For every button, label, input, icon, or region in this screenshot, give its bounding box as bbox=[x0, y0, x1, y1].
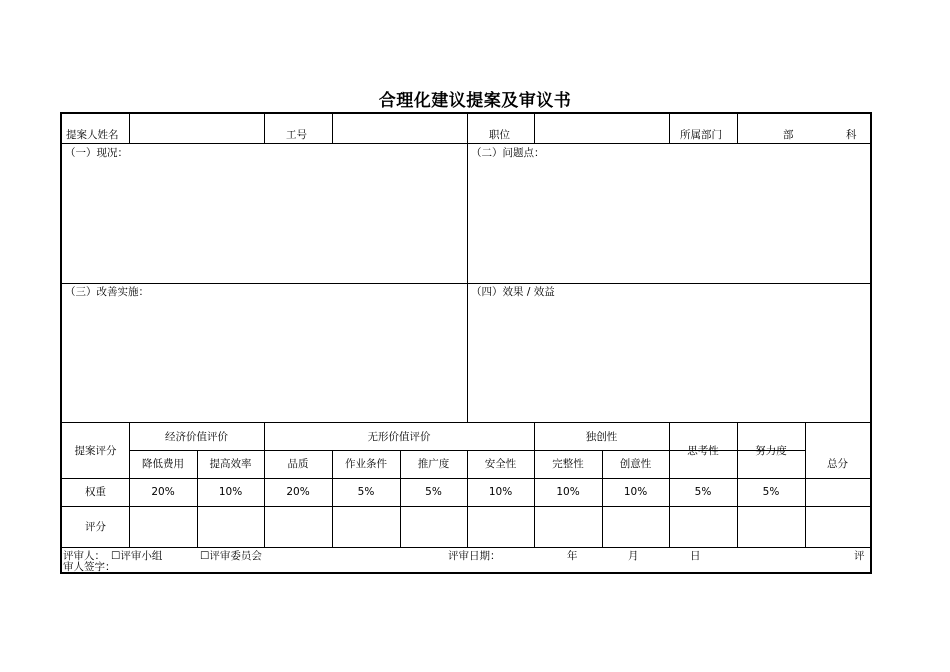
row-line bbox=[62, 547, 870, 548]
signature-prefix: 评 bbox=[854, 550, 865, 562]
col-line bbox=[467, 114, 468, 143]
col-line bbox=[129, 114, 130, 143]
job-no-label: 工号 bbox=[286, 129, 307, 141]
col-line bbox=[264, 114, 265, 143]
proposal-form bbox=[60, 112, 872, 574]
proposal-score-label: 提案评分 bbox=[74, 445, 117, 457]
review-group-label: 评审小组 bbox=[120, 550, 163, 562]
weight-cell: 10% bbox=[556, 486, 580, 498]
reviewer-label: 评审人： bbox=[63, 550, 105, 562]
row-line bbox=[62, 283, 870, 284]
sub-header-completeness: 完整性 bbox=[552, 458, 584, 470]
weight-cell: 20% bbox=[286, 486, 310, 498]
sub-header-quality: 品质 bbox=[287, 458, 309, 470]
sub-header-creativity: 创意性 bbox=[619, 458, 652, 470]
sub-header-safety: 安全性 bbox=[484, 458, 517, 470]
weight-cell: 5% bbox=[762, 486, 780, 498]
sub-header-cost: 降低费用 bbox=[142, 458, 184, 470]
col-line bbox=[534, 114, 535, 143]
col-line bbox=[737, 422, 738, 547]
section-improvement: （三）改善实施： bbox=[65, 286, 149, 298]
col-line bbox=[737, 114, 738, 143]
dept-label: 所属部门 bbox=[680, 129, 722, 141]
review-date-label: 评审日期： bbox=[448, 550, 501, 562]
row-line bbox=[62, 478, 870, 479]
weight-cell: 20% bbox=[151, 486, 175, 498]
total-header: 总分 bbox=[827, 458, 848, 470]
col-line bbox=[669, 114, 670, 143]
form-title: 合理化建议提案及审议书 bbox=[378, 91, 572, 111]
review-group-checkbox[interactable]: ☐评审小组 bbox=[111, 550, 163, 562]
weight-cell: 5% bbox=[694, 486, 712, 498]
date-day: 日 bbox=[690, 550, 701, 562]
row-line bbox=[62, 422, 870, 423]
sub-header-conditions: 作业条件 bbox=[345, 458, 387, 470]
row-line bbox=[62, 143, 870, 144]
intangible-value-header: 无形价值评价 bbox=[367, 431, 431, 443]
economic-value-header: 经济价值评价 bbox=[165, 431, 228, 443]
weight-cell: 5% bbox=[357, 486, 375, 498]
weight-label: 权重 bbox=[85, 486, 106, 498]
effort-header: 努力度 bbox=[755, 445, 787, 457]
col-line bbox=[669, 422, 670, 547]
sub-header-efficiency: 提高效率 bbox=[209, 458, 252, 470]
col-line bbox=[332, 114, 333, 143]
dept-unit-section: 科 bbox=[846, 129, 857, 141]
signature-label: 审人签字： bbox=[63, 561, 116, 573]
review-committee-checkbox[interactable]: ☐评审委员会 bbox=[200, 550, 262, 562]
score-label: 评分 bbox=[85, 521, 106, 533]
weight-cell: 10% bbox=[218, 486, 243, 498]
section-effect: （四）效果 / 效益 bbox=[471, 286, 555, 298]
position-label: 职位 bbox=[489, 129, 510, 141]
weight-cell: 5% bbox=[425, 486, 442, 498]
thinking-header: 思考性 bbox=[687, 445, 719, 457]
dept-unit-department: 部 bbox=[783, 129, 794, 141]
weight-cell: 10% bbox=[623, 486, 648, 498]
originality-header: 独创性 bbox=[585, 431, 618, 443]
weight-cell: 10% bbox=[488, 486, 513, 498]
date-year: 年 bbox=[567, 550, 578, 562]
section-problem: （二）问题点： bbox=[471, 147, 545, 159]
date-month: 月 bbox=[628, 550, 639, 562]
col-line bbox=[467, 143, 468, 423]
sub-header-promotion: 推广度 bbox=[417, 458, 450, 470]
section-current: （一）现况： bbox=[65, 147, 128, 159]
col-line bbox=[805, 422, 806, 547]
row-line bbox=[62, 506, 870, 507]
review-committee-label: 评审委员会 bbox=[209, 550, 262, 562]
proposer-name-label: 提案人姓名 bbox=[66, 129, 119, 141]
